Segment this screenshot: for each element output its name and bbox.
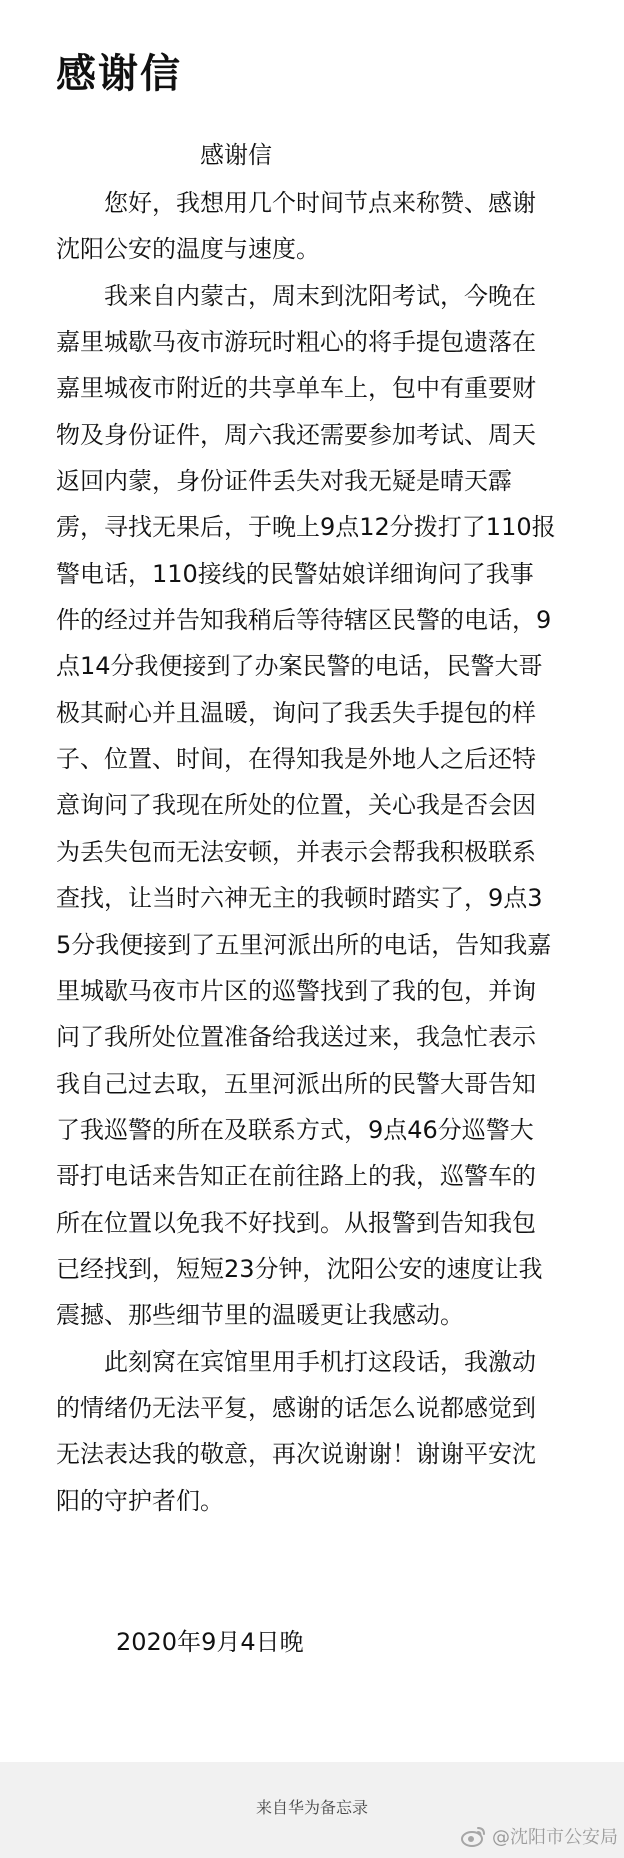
watermark-text: @沈阳市公安局 xyxy=(492,1827,618,1848)
letter-heading: 感谢信 xyxy=(200,141,272,169)
paragraph-2: 我来自内蒙古，周末到沈阳考试，今晚在嘉里城歇马夜市游玩时粗心的将手提包遗落在嘉里城夜市附近的共享单车上，包中有重要财物及身份证件，周六我还需要参加考试、周天返回内蒙，身份证件丢失对我无疑是晴天霹雳，寻找无果后，于晚上9点12分拨打了110报警电话，110接线的民警姑娘详细询问了我事件的经过并告知我稍后等待辖区民警的电话，9点14分我便接到了办案民警的电话，民警大哥极其耐心并且温暖，询问了我丢失手提包的样子、位置、时间，在得知我是外地人之后还特意询问了我现在所处的位置，关心我是否会因为丢失包而无法安顿，并表示会帮我积极联系查找，让当时六神无主的我顿时踏实了，9点35分我便接到了五里河派出所的电话，告知我嘉里城歇马夜市片区的巡警找到了我的包，并询问了我所处位置准备给我送过来，我急忙表示我自己过去取，五里河派出所的民警大哥告知了我巡警的所在及联系方式，9点46分巡警大哥打电话来告知正在前往路上的我，巡警车的所在位置以免我不好找到。从报警到告知我包已经找到，短短23分钟，沈阳公安的速度让我震撼、那些细节里的温暖更让我感动。 xyxy=(56,281,556,1330)
source-label: 来自华为备忘录 xyxy=(255,1798,368,1817)
letter-body xyxy=(56,180,556,1524)
paragraph-3: 此刻窝在宾馆里用手机打这段话，我激动的情绪仍无法平复，感谢的话怎么说都感觉到无法表达我的敬意，再次说谢谢！谢谢平安沈阳的守护者们。 xyxy=(56,1347,536,1515)
paragraph-1: 您好，我想用几个时间节点来称赞、感谢沈阳公安的温度与速度。 xyxy=(56,189,536,264)
signoff-date: 2020年9月4日晚 xyxy=(116,1628,304,1656)
watermark xyxy=(460,1820,618,1852)
page-title: 感谢信 xyxy=(56,51,182,97)
weibo-icon xyxy=(460,1824,488,1848)
header xyxy=(0,0,624,118)
